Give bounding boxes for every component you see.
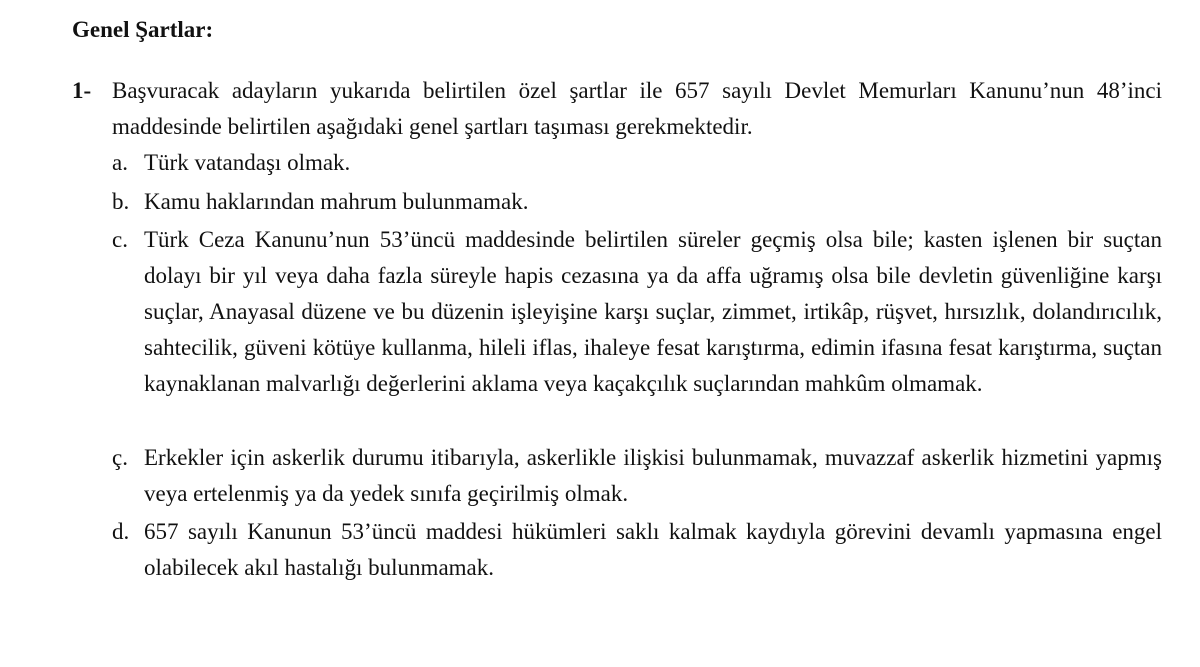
subitem-text: Erkekler için askerlik durumu itibarıyla, askerlikle ilişkisi bulunmamak, muvazzaf askerlik hizmetini yapmış veya ertelenmiş ya da yedek sınıfa geçirilmiş olmak. [144,445,1162,506]
list-item-number: 1- [72,78,92,103]
subitem-letter: c. [112,227,128,252]
subitem-text: Türk Ceza Kanunu’nun 53’üncü maddesinde belirtilen süreler geçmiş olsa bile; kasten işlenen bir suçtan dolayı bir yıl veya daha fazla süreyle hapis cezasına ya da affa uğramış olsa bile devletin güvenliğine karşı suçlar, Anayasal düzene ve bu düzenin işleyişine karşı suçlar, zimmet, irtikâp, rüşvet, hırsızlık, dolandırıcılık, sahtecilik, güveni kötüye kullanma, hileli iflas, ihaleye fesat karıştırma, edimin ifasına fesat karıştırma, suçtan kaynaklanan malvarlığı değerlerini aklama veya kaçakçılık suçlarından mahkûm olmamak. [144,227,1162,396]
subitem-letter: a. [112,150,128,175]
subitem-c-cedilla [112,440,1162,512]
subitem-a [112,145,1162,181]
subitem-text: 657 sayılı Kanunun 53’üncü maddesi hükümleri saklı kalmak kaydıyla görevini devamlı yapmasına engel olabilecek akıl hastalığı bulunmamak. [144,519,1162,580]
subitem-d [112,514,1162,586]
subitem-letter: d. [112,519,130,544]
subitem-text: Türk vatandaşı olmak. [144,150,351,175]
section-heading: Genel Şartlar: [72,17,214,42]
subitem-letter: b. [112,189,130,214]
list-item-text: Başvuracak adayların yukarıda belirtilen özel şartlar ile 657 sayılı Devlet Memurları Kanunu’nun 48’inci maddesinde belirtilen aşağıdaki genel şartları taşıması gerekmektedir. [112,78,1162,139]
subitem-b [112,184,1162,220]
subitem-letter: ç. [112,445,128,470]
subitem-text: Kamu haklarından mahrum bulunmamak. [144,189,529,214]
subitem-c [112,222,1162,402]
